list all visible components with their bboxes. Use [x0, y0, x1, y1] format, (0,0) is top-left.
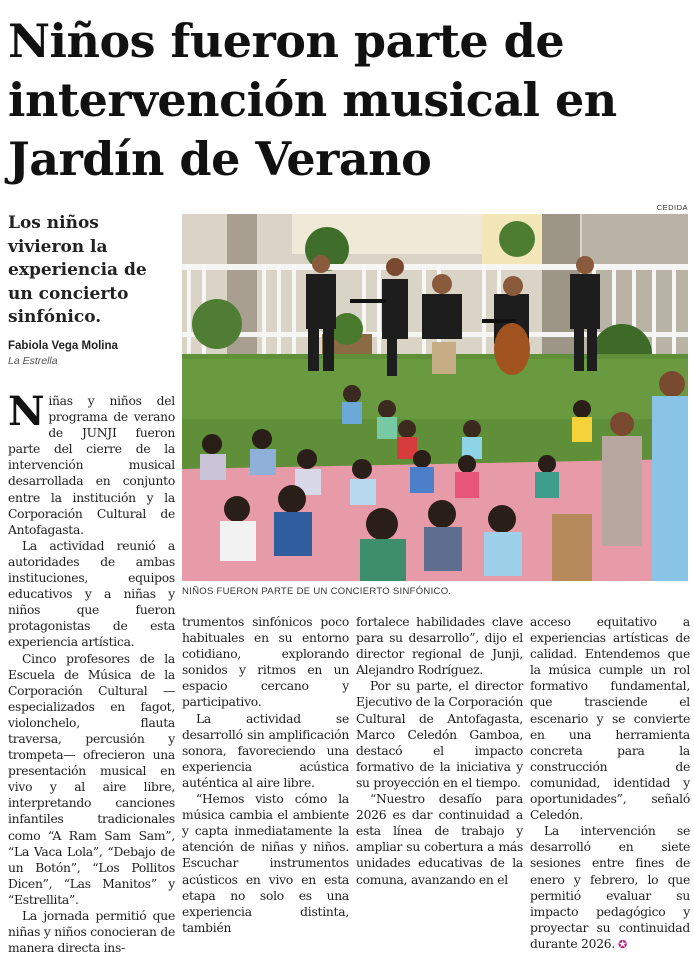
paragraph: Cinco profesores de la Escuela de Música de la Corporación Cultural —especializados en fagot, violonchelo, flauta traversa, percusión y trompeta— ofrecieron una presentación musical en vivo y al aire libre, interpretando canciones infantiles tradicionales como “A Ram Sam Sam”, “La Vaca Lola”, “Debajo de un Botón”, “Los Pollitos Dicen”, “Las Manitos” y “Estrellita”. — [8, 651, 175, 907]
paragraph: “Nuestro desafío para 2026 es dar continuidad a esta línea de trabajo y ampliar su cobertura a más unidades educativas de la comuna, avanzando en el — [356, 792, 523, 887]
photo-credit: CEDIDA — [656, 203, 688, 212]
end-of-article-icon: ✪ — [618, 937, 627, 951]
paragraph: acceso equitativo a experiencias artísticas de calidad. Entendemos que la música cumple un rol formativo fundamental, que trasciende el escenario y se convierte en una herramienta concreta para la construcción de comunidad, identidad y oportunidades”, señaló Celedón. — [530, 615, 690, 823]
author-name: Fabiola Vega Molina — [8, 340, 118, 352]
paragraph: La jornada permitió que niñas y niños conocieran de manera directa ins- — [8, 909, 175, 956]
paragraph: fortalece habilidades clave para su desarrollo”, dijo el director regional de Junji, Alejandro Rodríguez. — [356, 615, 523, 678]
article-headline: Niños fueron parte de intervención musical en Jardín de Verano — [8, 14, 617, 186]
paragraph — [530, 823, 690, 953]
paragraph-text: La intervención se desarrolló en siete sesiones entre fines de enero y febrero, lo que permitió evaluar su impacto pedagógico y proyectar su continuidad durante 2026. — [530, 824, 690, 951]
article-deck: Los niños vivieron la experiencia de un concierto sinfónico. — [8, 213, 147, 327]
photo-caption: NIÑOS FUERON PARTE DE UN CONCIERTO SINFÓNICO. — [182, 586, 452, 597]
paragraph: “Hemos visto cómo la música cambia el ambiente y capta inmediatamente la atención de niñas y niños. Escuchar instrumentos acústicos en vivo en esta etapa no solo es una experiencia distinta, también — [182, 792, 349, 935]
article-photo — [182, 214, 688, 581]
concert-photo-illustration — [182, 214, 688, 581]
drop-cap: N — [8, 388, 45, 435]
paragraph-text: iñas y niños del programa de verano de JUNJI fueron parte del cierre de la intervención musical desarrollada en conjunto entre la institución y la Corporación Cultural de Antofagasta. — [8, 394, 175, 537]
author-outlet: La Estrella — [8, 355, 58, 367]
paragraph: Por su parte, el director Ejecutivo de la Corporación Cultural de Antofagasta, Marco Celedón Gamboa, destacó el impacto formativo de la iniciativa y su proyección en el tiempo. — [356, 679, 523, 790]
article-column-3 — [356, 614, 523, 908]
article-column-4 — [530, 614, 690, 951]
article-column-2 — [182, 614, 349, 935]
paragraph: La actividad se desarrolló sin amplificación sonora, favoreciendo una experiencia acústica auténtica al aire libre. — [182, 711, 349, 790]
paragraph — [8, 388, 175, 538]
paragraph: La actividad reunió a autoridades de ambas instituciones, equipos educativos y a niñas y niños que fueron protagonistas de esta experiencia artística. — [8, 538, 175, 650]
article-column-1 — [8, 388, 175, 956]
paragraph: trumentos sinfónicos poco habituales en su entorno cotidiano, explorando sonidos y ritmos en un espacio cercano y participativo. — [182, 615, 349, 710]
